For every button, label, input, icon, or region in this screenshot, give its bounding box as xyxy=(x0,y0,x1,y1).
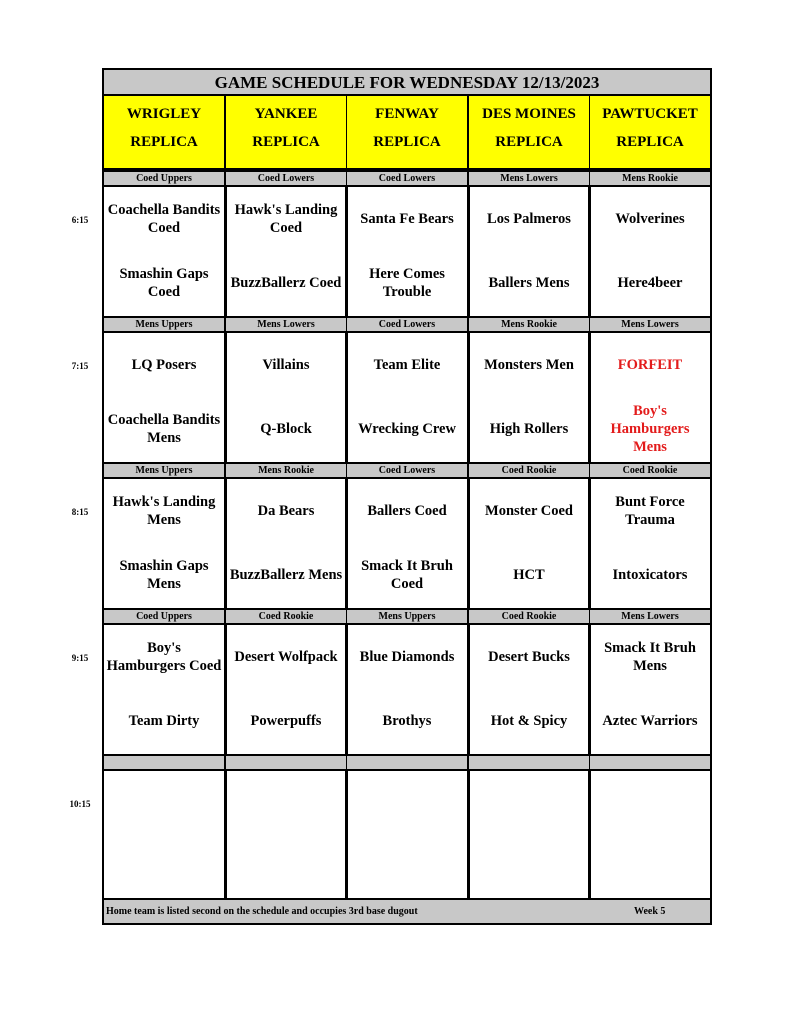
division-label: Coed Rookie xyxy=(226,608,346,625)
away-team: LQ Posers xyxy=(131,357,197,373)
home-team: Smashin Gaps Mens xyxy=(119,558,209,592)
time-label: 9:15 xyxy=(71,653,89,663)
away-team xyxy=(590,771,710,835)
home-team: Team Dirty xyxy=(128,713,200,729)
away-team: Boy's Hamburgers Coed xyxy=(106,640,222,674)
away-team xyxy=(469,771,589,835)
away-team: Hawk's Landing Mens xyxy=(112,494,216,528)
division-label: Mens Rookie xyxy=(226,462,346,479)
away-team: Villains xyxy=(262,357,310,373)
division-label: Coed Lowers xyxy=(226,170,346,187)
home-team: Smack It Bruh Coed xyxy=(361,558,453,592)
time-label: 10:15 xyxy=(69,799,91,809)
division-label: Coed Rookie xyxy=(469,608,589,625)
home-team: Ballers Mens xyxy=(488,275,570,291)
home-team: Aztec Warriors xyxy=(602,713,698,729)
home-team: Intoxicators xyxy=(612,567,688,583)
home-team: BuzzBallerz Mens xyxy=(229,567,343,583)
home-team: Here Comes Trouble xyxy=(369,266,445,300)
away-team: Ballers Coed xyxy=(367,503,447,519)
home-team: Q-Block xyxy=(260,421,312,437)
home-team: Boy's Hamburgers Mens xyxy=(610,403,690,455)
home-team xyxy=(226,835,346,899)
away-team: Wolverines xyxy=(615,211,685,227)
away-team: Smack It Bruh Mens xyxy=(604,640,696,674)
field-header xyxy=(226,96,346,170)
division-label: Mens Lowers xyxy=(590,608,710,625)
schedule-sheet xyxy=(102,68,712,925)
field-header xyxy=(347,96,467,170)
division-label: Coed Uppers xyxy=(104,608,224,625)
division-label: Mens Uppers xyxy=(104,462,224,479)
field-header xyxy=(469,96,589,170)
division-label: Coed Lowers xyxy=(347,170,467,187)
home-team: Hot & Spicy xyxy=(490,713,568,729)
footer-note: Home team is listed second on the schedule and occupies 3rd base dugout xyxy=(106,906,418,917)
away-team: Los Palmeros xyxy=(487,211,571,227)
division-label: Coed Uppers xyxy=(104,170,224,187)
division-label: Mens Lowers xyxy=(590,316,710,333)
home-team xyxy=(590,835,710,899)
time-label: 6:15 xyxy=(71,215,89,225)
home-team: Here4beer xyxy=(617,275,683,291)
division-label xyxy=(469,754,589,771)
home-team: Wrecking Crew xyxy=(358,421,456,437)
field-header xyxy=(104,96,224,170)
home-team xyxy=(469,835,589,899)
field-name: WRIGLEY xyxy=(126,106,202,122)
away-team xyxy=(226,771,346,835)
field-name: PAWTUCKET xyxy=(602,106,698,122)
field-name: FENWAY xyxy=(375,106,439,122)
home-team: Brothys xyxy=(382,713,432,729)
field-subtitle: REPLICA xyxy=(130,134,198,150)
home-team xyxy=(104,835,224,899)
time-label: 7:15 xyxy=(71,361,89,371)
home-team: Smashin Gaps Coed xyxy=(119,266,209,300)
division-label: Mens Lowers xyxy=(226,316,346,333)
week-label: Week 5 xyxy=(634,906,666,917)
home-team: High Rollers xyxy=(489,421,569,437)
field-subtitle: REPLICA xyxy=(373,134,441,150)
division-label: Mens Uppers xyxy=(104,316,224,333)
home-team xyxy=(347,835,467,899)
time-label: 8:15 xyxy=(71,507,89,517)
schedule-title: GAME SCHEDULE FOR WEDNESDAY 12/13/2023 xyxy=(104,70,710,96)
field-header xyxy=(590,96,710,170)
away-team: Monster Coed xyxy=(485,503,573,519)
division-label xyxy=(104,754,224,771)
footer-bar xyxy=(104,898,710,923)
field-subtitle: REPLICA xyxy=(616,134,684,150)
division-label: Coed Lowers xyxy=(347,462,467,479)
away-team: Hawk's Landing Coed xyxy=(234,202,338,236)
away-team: Coachella Bandits Coed xyxy=(107,202,221,236)
away-team: Desert Bucks xyxy=(488,649,570,665)
division-label: Coed Rookie xyxy=(590,462,710,479)
division-label xyxy=(590,754,710,771)
away-team xyxy=(347,771,467,835)
away-team: FORFEIT xyxy=(617,357,683,373)
away-team: Bunt Force Trauma xyxy=(615,494,685,528)
home-team: HCT xyxy=(513,567,545,583)
away-team: Da Bears xyxy=(257,503,315,519)
away-team xyxy=(104,771,224,835)
home-team: Powerpuffs xyxy=(250,713,322,729)
division-label xyxy=(347,754,467,771)
home-team: BuzzBallerz Coed xyxy=(230,275,342,291)
field-name: DES MOINES xyxy=(482,106,576,122)
field-subtitle: REPLICA xyxy=(252,134,320,150)
division-label: Coed Lowers xyxy=(347,316,467,333)
home-team: Coachella Bandits Mens xyxy=(107,412,221,446)
away-team: Team Elite xyxy=(373,357,441,373)
away-team: Santa Fe Bears xyxy=(360,211,454,227)
division-label: Coed Rookie xyxy=(469,462,589,479)
division-label: Mens Lowers xyxy=(469,170,589,187)
away-team: Monsters Men xyxy=(484,357,574,373)
away-team: Blue Diamonds xyxy=(359,649,455,665)
away-team: Desert Wolfpack xyxy=(234,649,338,665)
division-label: Mens Rookie xyxy=(590,170,710,187)
field-subtitle: REPLICA xyxy=(495,134,563,150)
division-label: Mens Uppers xyxy=(347,608,467,625)
field-name: YANKEE xyxy=(254,106,318,122)
division-label xyxy=(226,754,346,771)
division-label: Mens Rookie xyxy=(469,316,589,333)
